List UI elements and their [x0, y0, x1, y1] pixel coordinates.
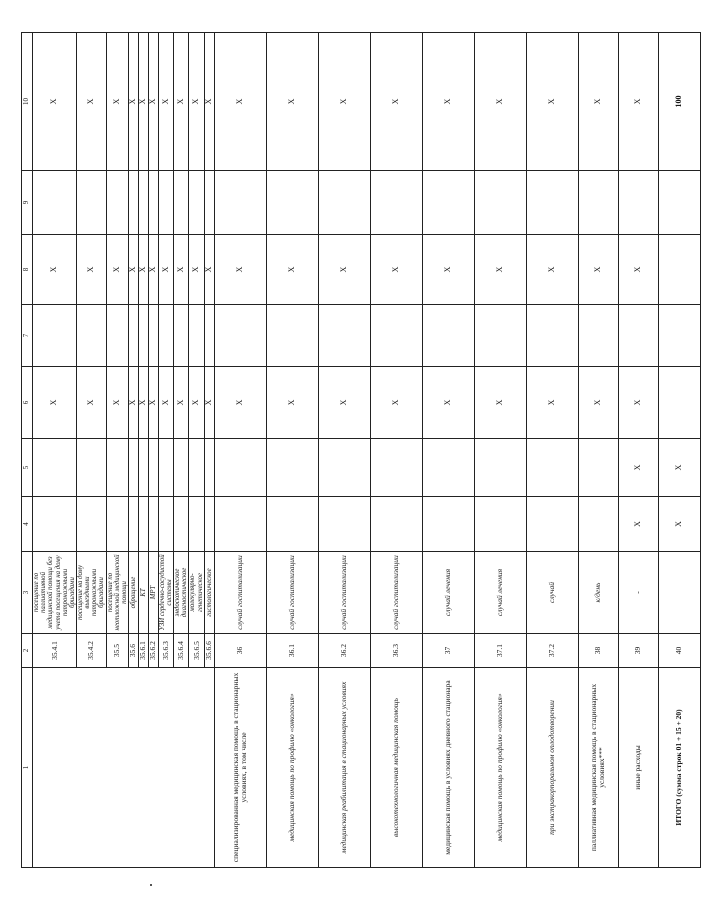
scan-speck [150, 884, 152, 886]
value-cell-5 [474, 439, 526, 497]
unit-cell: случай госпитализации [266, 552, 318, 634]
unit-cell: случай госпитализации [318, 552, 370, 634]
value-cell-7 [658, 305, 700, 367]
value-cell-7 [128, 305, 138, 367]
row-name: специализированная медицинская помощь в стационарных условиях, в том числе [214, 668, 266, 868]
value-cell-10: X [266, 33, 318, 171]
rotated-table-container [21, 33, 684, 868]
value-cell-4 [204, 497, 214, 552]
row-code: 35.4.2 [77, 634, 107, 668]
unit-cell: посещение на дому выездными патронажными бригадами [77, 552, 107, 634]
value-cell-9 [370, 171, 422, 235]
unit-cell: к/день [578, 552, 618, 634]
table-row [370, 33, 422, 868]
value-cell-6: X [33, 367, 77, 439]
value-cell-6: X [148, 367, 158, 439]
column-header: 5 [22, 439, 33, 497]
value-cell-10: 100 [658, 33, 700, 171]
unit-cell: случай [526, 552, 578, 634]
value-cell-7 [106, 305, 128, 367]
value-cell-7 [77, 305, 107, 367]
value-cell-10: X [318, 33, 370, 171]
value-cell-9 [318, 171, 370, 235]
row-code: 35.5 [106, 634, 128, 668]
merged-name-cell [33, 668, 215, 868]
value-cell-9 [204, 171, 214, 235]
value-cell-5 [138, 439, 148, 497]
value-cell-7 [370, 305, 422, 367]
row-code: 36.1 [266, 634, 318, 668]
row-code: 40 [658, 634, 700, 668]
unit-cell: случай госпитализации [214, 552, 266, 634]
value-cell-6: X [204, 367, 214, 439]
value-cell-7 [422, 305, 474, 367]
value-cell-4 [128, 497, 138, 552]
value-cell-4 [138, 497, 148, 552]
value-cell-10: X [204, 33, 214, 171]
value-cell-7 [526, 305, 578, 367]
unit-cell: - [618, 552, 658, 634]
value-cell-4 [148, 497, 158, 552]
value-cell-6: X [422, 367, 474, 439]
column-header: 10 [22, 33, 33, 171]
value-cell-7 [204, 305, 214, 367]
row-name: ИТОГО (сумма строк 01 + 15 + 20) [658, 668, 700, 868]
row-code: 35.6.3 [158, 634, 173, 668]
row-name: при экстракорпоральном оплодотворении [526, 668, 578, 868]
value-cell-4 [578, 497, 618, 552]
value-cell-5 [578, 439, 618, 497]
row-code: 36.3 [370, 634, 422, 668]
value-cell-5 [214, 439, 266, 497]
value-cell-8: X [106, 235, 128, 305]
table-row [474, 33, 526, 868]
row-name: высокотехнологичная медицинская помощь [370, 668, 422, 868]
unit-cell: случай госпитализации [370, 552, 422, 634]
column-header: 8 [22, 235, 33, 305]
value-cell-9 [128, 171, 138, 235]
value-cell-5 [148, 439, 158, 497]
value-cell-4 [214, 497, 266, 552]
value-cell-6: X [106, 367, 128, 439]
value-cell-9 [158, 171, 173, 235]
value-cell-5 [174, 439, 189, 497]
value-cell-9 [422, 171, 474, 235]
value-cell-10: X [189, 33, 204, 171]
value-cell-6: X [128, 367, 138, 439]
value-cell-9 [174, 171, 189, 235]
value-cell-6: X [158, 367, 173, 439]
table-row [422, 33, 474, 868]
column-header: 4 [22, 497, 33, 552]
value-cell-4 [266, 497, 318, 552]
value-cell-7 [214, 305, 266, 367]
value-cell-9 [526, 171, 578, 235]
value-cell-6: X [578, 367, 618, 439]
unit-cell: случай лечения [474, 552, 526, 634]
value-cell-4 [106, 497, 128, 552]
value-cell-4: X [618, 497, 658, 552]
value-cell-9 [33, 171, 77, 235]
value-cell-5 [204, 439, 214, 497]
value-cell-9 [77, 171, 107, 235]
value-cell-8: X [474, 235, 526, 305]
value-cell-6: X [618, 367, 658, 439]
value-cell-7 [174, 305, 189, 367]
value-cell-6: X [474, 367, 526, 439]
value-cell-6: X [138, 367, 148, 439]
value-cell-8: X [204, 235, 214, 305]
value-cell-5 [422, 439, 474, 497]
value-cell-7 [189, 305, 204, 367]
value-cell-7 [158, 305, 173, 367]
value-cell-8: X [578, 235, 618, 305]
unit-cell: КТ [138, 552, 148, 634]
value-cell-10: X [128, 33, 138, 171]
value-cell-9 [618, 171, 658, 235]
row-code: 35.6 [128, 634, 138, 668]
row-name: паллиативная медицинская помощь в стационарных условиях*** [578, 668, 618, 868]
value-cell-7 [474, 305, 526, 367]
table-row [33, 33, 77, 868]
value-cell-10: X [106, 33, 128, 171]
value-cell-4 [422, 497, 474, 552]
value-cell-7 [33, 305, 77, 367]
row-code: 35.6.4 [174, 634, 189, 668]
row-code: 36 [214, 634, 266, 668]
value-cell-6: X [318, 367, 370, 439]
value-cell-5 [318, 439, 370, 497]
table-row [618, 33, 658, 868]
value-cell-4 [77, 497, 107, 552]
value-cell-8 [658, 235, 700, 305]
row-name: иные расходы [618, 668, 658, 868]
row-code: 35.6.1 [138, 634, 148, 668]
value-cell-4 [158, 497, 173, 552]
value-cell-8: X [128, 235, 138, 305]
row-code: 35.6.6 [204, 634, 214, 668]
value-cell-8: X [148, 235, 158, 305]
value-cell-7 [318, 305, 370, 367]
unit-cell: молекулярно-генетическое [189, 552, 204, 634]
value-cell-4: X [658, 497, 700, 552]
unit-cell: УЗИ сердечно-сосудистой системы [158, 552, 173, 634]
table-row [266, 33, 318, 868]
value-cell-9 [266, 171, 318, 235]
value-cell-6: X [214, 367, 266, 439]
value-cell-8: X [33, 235, 77, 305]
value-cell-8: X [526, 235, 578, 305]
value-cell-9 [148, 171, 158, 235]
value-cell-6: X [77, 367, 107, 439]
value-cell-10: X [158, 33, 173, 171]
value-cell-7 [266, 305, 318, 367]
value-cell-6: X [266, 367, 318, 439]
value-cell-5: X [658, 439, 700, 497]
value-cell-4 [33, 497, 77, 552]
value-cell-6: X [189, 367, 204, 439]
column-header: 6 [22, 367, 33, 439]
row-code: 38 [578, 634, 618, 668]
value-cell-8: X [266, 235, 318, 305]
value-cell-6: X [370, 367, 422, 439]
value-cell-8: X [189, 235, 204, 305]
column-header: 9 [22, 171, 33, 235]
value-cell-10: X [578, 33, 618, 171]
value-cell-9 [214, 171, 266, 235]
row-name: медицинская помощь по профилю «онкология» [266, 668, 318, 868]
row-name: медицинская помощь по профилю «онкология» [474, 668, 526, 868]
value-cell-4 [370, 497, 422, 552]
table-row [658, 33, 700, 868]
value-cell-5 [370, 439, 422, 497]
value-cell-5 [266, 439, 318, 497]
unit-cell: эндоскопическое диагностическое [174, 552, 189, 634]
row-code: 37 [422, 634, 474, 668]
row-code: 39 [618, 634, 658, 668]
value-cell-8: X [370, 235, 422, 305]
value-cell-7 [578, 305, 618, 367]
value-cell-5 [128, 439, 138, 497]
row-name: медицинская помощь в условиях дневного стационара [422, 668, 474, 868]
value-cell-10: X [77, 33, 107, 171]
row-name: медицинская реабилитация в стационарных условиях [318, 668, 370, 868]
row-code: 35.4.1 [33, 634, 77, 668]
unit-cell: случай лечения [422, 552, 474, 634]
value-cell-5 [33, 439, 77, 497]
row-code: 35.6.5 [189, 634, 204, 668]
value-cell-9 [658, 171, 700, 235]
value-cell-10: X [148, 33, 158, 171]
value-cell-5 [526, 439, 578, 497]
value-cell-8: X [318, 235, 370, 305]
value-cell-7 [138, 305, 148, 367]
value-cell-6 [658, 367, 700, 439]
value-cell-10: X [618, 33, 658, 171]
value-cell-9 [578, 171, 618, 235]
value-cell-6: X [526, 367, 578, 439]
value-cell-9 [138, 171, 148, 235]
value-cell-5 [77, 439, 107, 497]
tariff-table [21, 32, 701, 868]
value-cell-10: X [474, 33, 526, 171]
value-cell-9 [106, 171, 128, 235]
column-header: 3 [22, 552, 33, 634]
unit-cell: посещение по паллиативной медицинской помощи без учета посещения на дому патронажными бригадами [33, 552, 77, 634]
unit-cell [658, 552, 700, 634]
table-row [214, 33, 266, 868]
unit-cell: обращение [128, 552, 138, 634]
table-row [526, 33, 578, 868]
row-code: 36.2 [318, 634, 370, 668]
column-header: 7 [22, 305, 33, 367]
value-cell-10: X [214, 33, 266, 171]
value-cell-7 [618, 305, 658, 367]
header-row [22, 33, 33, 868]
value-cell-4 [189, 497, 204, 552]
value-cell-10: X [138, 33, 148, 171]
value-cell-6: X [174, 367, 189, 439]
value-cell-8: X [422, 235, 474, 305]
value-cell-4 [174, 497, 189, 552]
value-cell-8: X [138, 235, 148, 305]
value-cell-10: X [526, 33, 578, 171]
value-cell-10: X [422, 33, 474, 171]
value-cell-9 [474, 171, 526, 235]
row-code: 35.6.2 [148, 634, 158, 668]
row-code: 37.1 [474, 634, 526, 668]
value-cell-4 [474, 497, 526, 552]
value-cell-4 [318, 497, 370, 552]
value-cell-8: X [158, 235, 173, 305]
value-cell-9 [189, 171, 204, 235]
value-cell-10: X [174, 33, 189, 171]
value-cell-5 [106, 439, 128, 497]
column-header: 2 [22, 634, 33, 668]
table-row [578, 33, 618, 868]
row-code: 37.2 [526, 634, 578, 668]
value-cell-10: X [33, 33, 77, 171]
unit-cell: гистологическое [204, 552, 214, 634]
unit-cell: посещение по неотложной медицинской помощи [106, 552, 128, 634]
column-header: 1 [22, 668, 33, 868]
value-cell-5 [189, 439, 204, 497]
value-cell-7 [148, 305, 158, 367]
value-cell-8: X [214, 235, 266, 305]
value-cell-8: X [174, 235, 189, 305]
unit-cell: МРТ [148, 552, 158, 634]
value-cell-5: X [618, 439, 658, 497]
value-cell-10: X [370, 33, 422, 171]
value-cell-5 [158, 439, 173, 497]
value-cell-8: X [77, 235, 107, 305]
value-cell-4 [526, 497, 578, 552]
value-cell-8: X [618, 235, 658, 305]
table-row [318, 33, 370, 868]
